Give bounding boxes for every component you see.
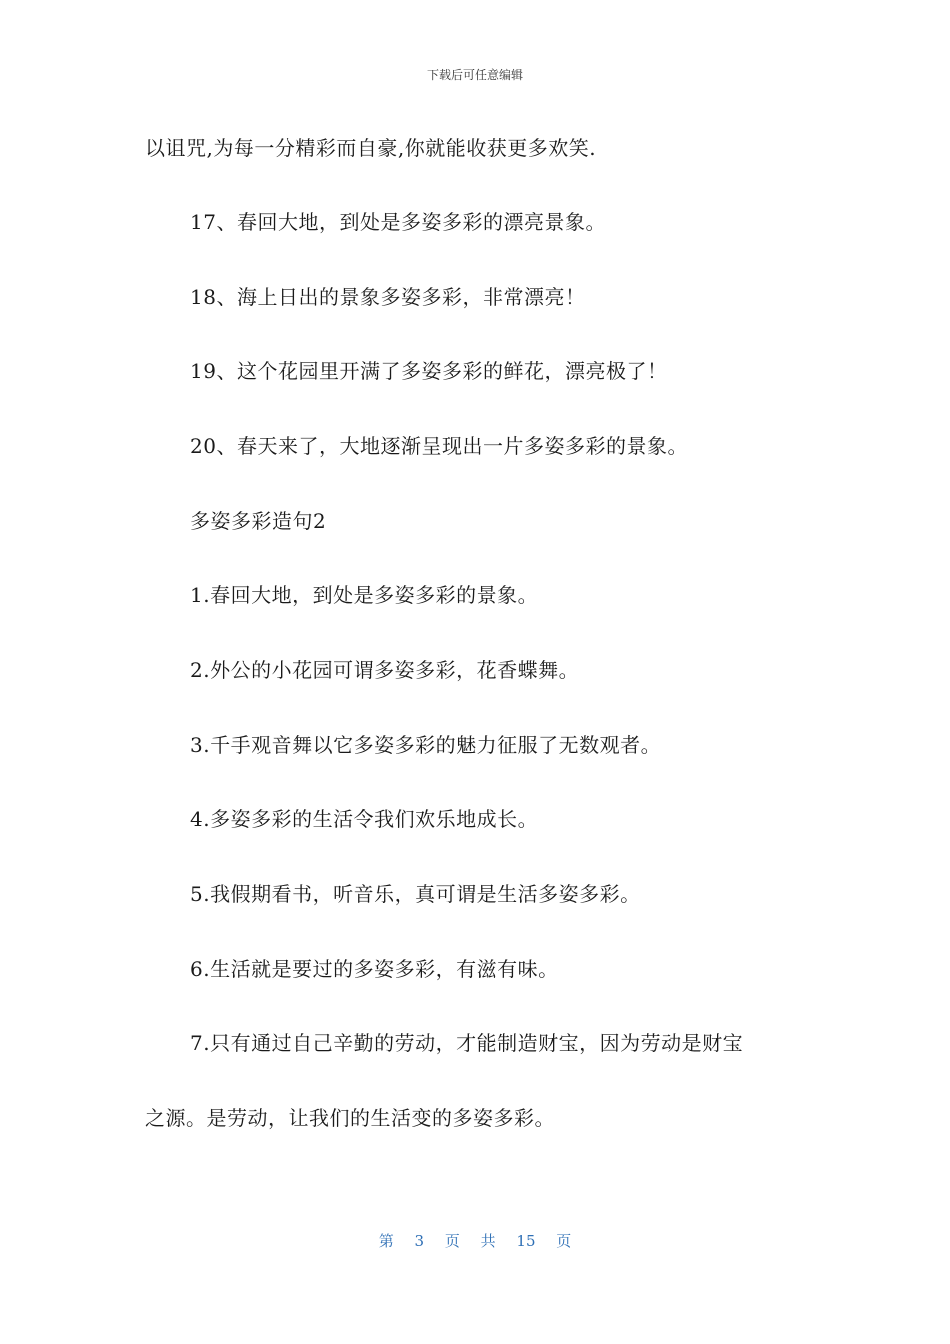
list-item-2: 2.外公的小花园可谓多姿多彩，花香蝶舞。 xyxy=(190,658,580,682)
list-item-6: 6.生活就是要过的多姿多彩，有滋有味。 xyxy=(190,957,559,981)
footer-end-label: 页 xyxy=(556,1232,572,1250)
list-item-5: 5.我假期看书，听音乐，真可谓是生活多姿多彩。 xyxy=(190,882,641,906)
footer-page-label: 第 xyxy=(378,1232,394,1250)
list-item-18: 18、海上日出的景象多姿多彩，非常漂亮！ xyxy=(190,285,586,309)
footer-current-page: 3 xyxy=(414,1232,425,1250)
list-item-4: 4.多姿多彩的生活令我们欢乐地成长。 xyxy=(190,807,539,831)
footer-total-label: 共 xyxy=(480,1232,496,1250)
list-item-17: 17、春回大地，到处是多姿多彩的漂亮景象。 xyxy=(190,210,606,234)
page-footer xyxy=(0,1230,950,1251)
list-item-20: 20、春天来了，大地逐渐呈现出一片多姿多彩的景象。 xyxy=(190,434,688,458)
paragraph-line-continuation: 以诅咒,为每一分精彩而自豪,你就能收获更多欢笑. xyxy=(145,136,597,160)
footer-page-word: 页 xyxy=(444,1232,460,1250)
list-item-3: 3.千手观音舞以它多姿多彩的魅力征服了无数观者。 xyxy=(190,733,662,757)
list-item-1: 1.春回大地，到处是多姿多彩的景象。 xyxy=(190,583,539,607)
list-item-19: 19、这个花园里开满了多姿多彩的鲜花，漂亮极了！ xyxy=(190,359,668,383)
page-header: 下载后可任意编辑 xyxy=(426,68,523,82)
list-item-7-continuation: 之源。是劳动，让我们的生活变的多姿多彩。 xyxy=(145,1106,555,1130)
section-heading: 多姿多彩造句2 xyxy=(190,509,327,533)
footer-total-pages: 15 xyxy=(516,1232,536,1250)
list-item-7: 7.只有通过自己辛勤的劳动，才能制造财宝，因为劳动是财宝 xyxy=(190,1031,744,1055)
